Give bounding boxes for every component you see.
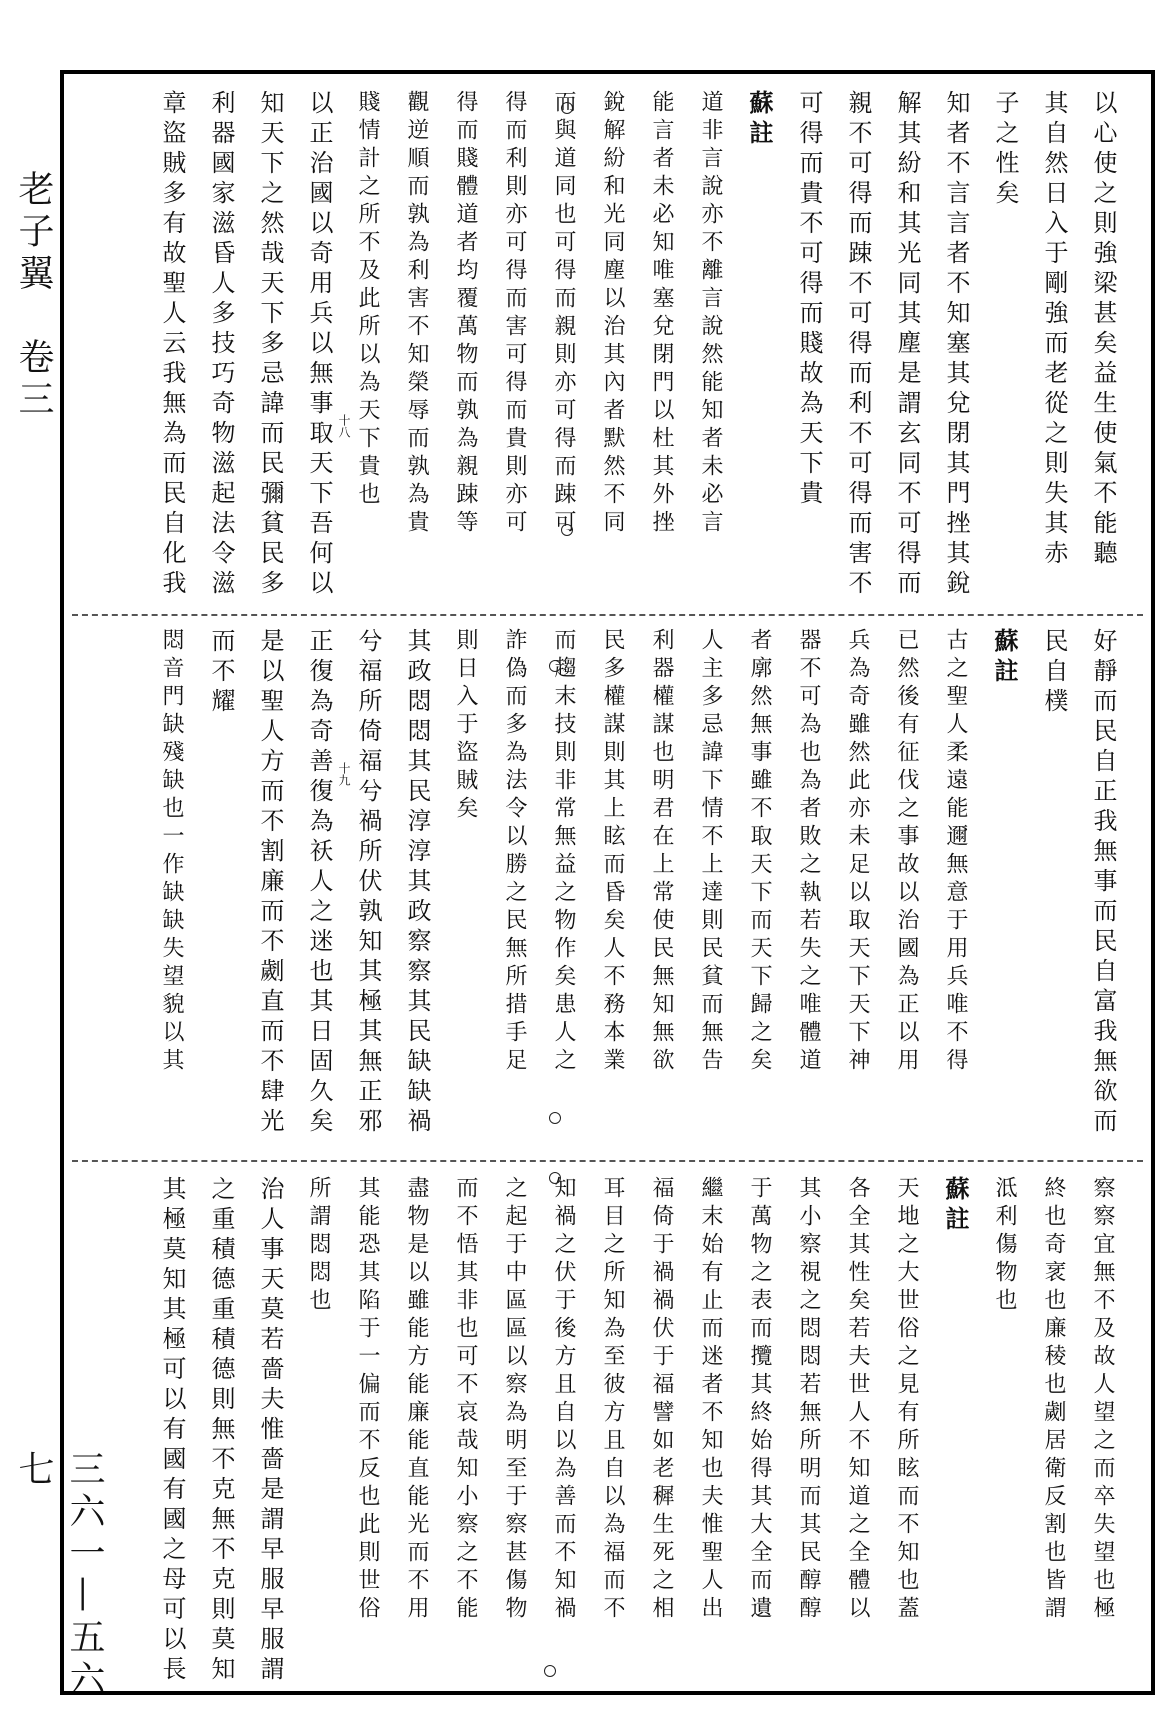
commentary-column: 耳目之所知為至彼方且自以為福而不 (600, 1176, 625, 1624)
text-column: 知者不言言者不知塞其兌閉其門挫其銳 (942, 90, 970, 600)
text-column: 其政悶悶其民淳淳其政察察其民缺缺禍 (403, 628, 431, 1138)
commentary-column: 者廓然無事雖不取天下而天下歸之矣 (747, 628, 772, 1076)
commentary-column: 盡物是以雖能方能廉能直能光而不用 (404, 1176, 429, 1624)
commentary-column: 之起于中區區以察為明至于察甚傷物 (502, 1176, 527, 1624)
commentary-column: 其能恐其陷于一偏而不反也此則世俗 (355, 1176, 380, 1624)
commentary-column: 而趨末技則非常無益之物作矣患人之 (551, 628, 576, 1076)
circle-mark (544, 1665, 556, 1677)
commentary-column: 觀逆順而孰為利害不知榮辱而孰為貴 (404, 90, 429, 538)
commentary-header: 蘇註 (990, 628, 1019, 688)
commentary-column: 各全其性矣若夫世人不知道之全體以 (845, 1176, 870, 1624)
commentary-column: 則日入于盜賊矣 (453, 628, 478, 824)
circle-mark (549, 1172, 561, 1184)
text-column: 之重積德重積德則無不克無不克則莫知 (207, 1176, 235, 1686)
text-column: 好靜而民自正我無事而民自富我無欲而 (1089, 628, 1117, 1138)
column-block-top (96, 90, 1127, 602)
page-number-margin: 三六一—五六七 (13, 1450, 105, 1702)
text-column: 其極莫知其極可以有國有國之母可以長 (158, 1176, 186, 1686)
commentary-column: 民多權謀則其上眩而昏矣人不務本業 (600, 628, 625, 1076)
text-column: 子之性矣 (991, 90, 1019, 210)
column-block-middle (96, 628, 1127, 1150)
commentary-column: 得而賤體道者均覆萬物而孰為親踈等 (453, 90, 478, 538)
commentary-column: 終也奇衺也廉稜也劌居衛反割也皆謂 (1041, 1176, 1066, 1624)
commentary-column: 能言者未必知唯塞兌閉門以杜其外挫 (649, 90, 674, 538)
commentary-column: 所謂悶悶也 (306, 1176, 331, 1316)
commentary-column: 知禍之伏于後方且自以為善而不知禍 (551, 1176, 576, 1624)
circle-mark (549, 1112, 561, 1124)
commentary-column: 銳解紛和光同塵以治其內者默然不同 (600, 90, 625, 538)
text-column: 解其紛和其光同其塵是謂玄同不可得而 (893, 90, 921, 600)
text-column: 親不可得而踈不可得而利不可得而害不 (844, 90, 872, 600)
text-column: 民自樸 (1040, 628, 1068, 718)
commentary-column: 察察宜無不及故人望之而卒失望也極 (1090, 1176, 1115, 1624)
commentary-column: 得而利則亦可得而害可得而貴則亦可 (502, 90, 527, 538)
text-column: 以正治國以奇用兵以無事取天下吾何以 (305, 90, 333, 600)
commentary-column: 利器權謀也明君在上常使民無知無欲 (649, 628, 674, 1076)
commentary-column: 詐偽而多為法令以勝之民無所措手足 (502, 628, 527, 1076)
page-frame (60, 70, 1155, 1695)
text-column: 以心使之則強梁甚矣益生使氣不能聽 (1089, 90, 1117, 570)
page-marker: 十九 (337, 762, 351, 786)
text-panel-middle (64, 612, 1151, 1160)
text-column: 治人事天莫若嗇夫惟嗇是謂早服早服謂 (256, 1176, 284, 1686)
text-column: 可得而貴不可得而賤故為天下貴 (795, 90, 823, 510)
text-column: 知天下之然哉天下多忌諱而民彌貧民多 (256, 90, 284, 600)
commentary-column: 天地之大世俗之見有所眩而不知也蓋 (894, 1176, 919, 1624)
text-column: 利器國家滋昏人多技巧奇物滋起法令滋 (207, 90, 235, 600)
commentary-column: 其小察視之悶悶若無所明而其民醇醇 (796, 1176, 821, 1624)
circle-mark (549, 660, 561, 672)
text-column: 而不耀 (207, 628, 235, 718)
text-column: 兮福所倚福兮禍所伏孰知其極其無正邪 (354, 628, 382, 1138)
commentary-column: 而不悟其非也可不哀哉知小察之不能 (453, 1176, 478, 1624)
commentary-column: 悶音門缺殘缺也一作缺缺失望貌以其 (159, 628, 184, 1076)
book-title-margin: 老子翼 卷三 (13, 170, 54, 422)
text-column: 正復為奇善復為祅人之迷也其日固久矣 (305, 628, 333, 1138)
text-panel-top (64, 74, 1151, 612)
commentary-column: 泜利傷物也 (992, 1176, 1017, 1316)
text-column: 是以聖人方而不割廉而不劌直而不肆光 (256, 628, 284, 1138)
commentary-column: 福倚于禍禍伏于福譬如老穉生死之相 (649, 1176, 674, 1624)
commentary-header: 蘇註 (941, 1176, 970, 1236)
circle-mark (561, 524, 573, 536)
commentary-column: 于萬物之表而攬其終始得其大全而遺 (747, 1176, 772, 1624)
commentary-column: 而與道同也可得而親則亦可得而踈可 (551, 90, 576, 538)
column-block-bottom (96, 1176, 1127, 1686)
circle-mark (561, 102, 573, 114)
commentary-column: 器不可為也為者敗之執若失之唯體道 (796, 628, 821, 1076)
commentary-column: 兵為奇雖然此亦未足以取天下天下神 (845, 628, 870, 1076)
commentary-header: 蘇註 (745, 90, 774, 150)
text-column: 其自然日入于剛強而老從之則失其赤 (1040, 90, 1068, 570)
commentary-column: 繼末始有止而迷者不知也夫惟聖人出 (698, 1176, 723, 1624)
commentary-column: 已然後有征伐之事故以治國為正以用 (894, 628, 919, 1076)
commentary-column: 道非言說亦不離言說然能知者未必言 (698, 90, 723, 538)
text-column: 章盜賊多有故聖人云我無為而民自化我 (158, 90, 186, 600)
commentary-column: 古之聖人柔遠能邇無意于用兵唯不得 (943, 628, 968, 1076)
commentary-column: 人主多忌諱下情不上達則民貧而無告 (698, 628, 723, 1076)
page-marker: 十八 (337, 414, 351, 438)
text-panel-bottom (64, 1160, 1151, 1691)
commentary-column: 賤情計之所不及此所以為天下貴也 (355, 90, 380, 510)
